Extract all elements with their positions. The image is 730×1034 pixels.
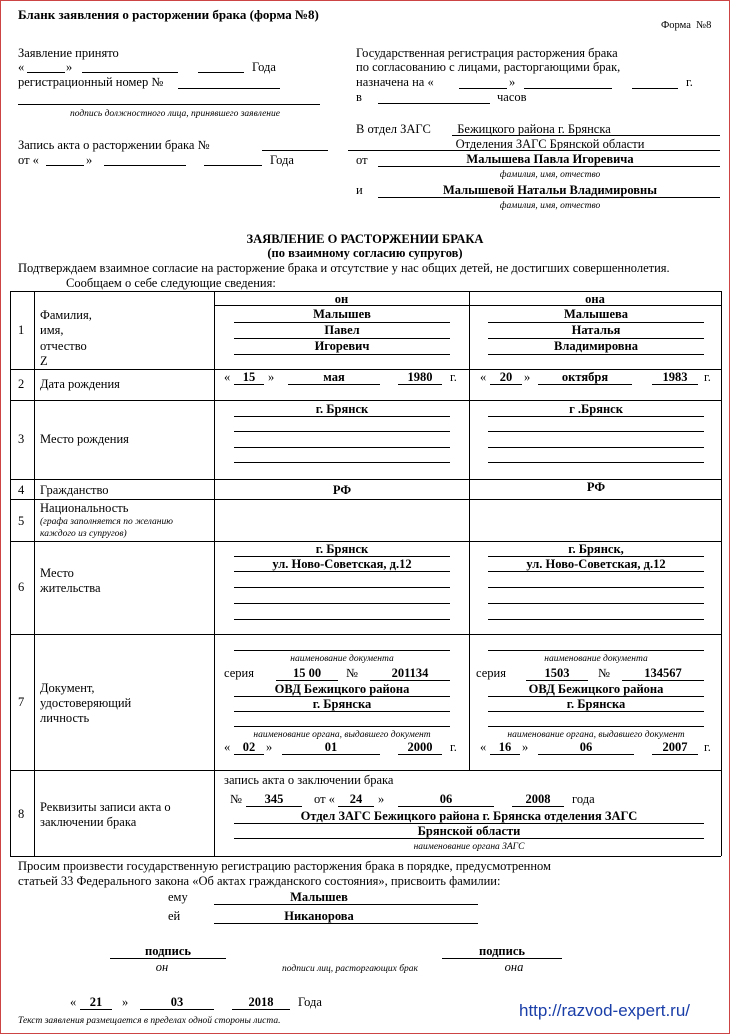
she-birth-year[interactable]: 1983 [662,370,688,384]
row1-label-3: отчество [40,339,87,353]
footer-month-rule [140,1009,214,1010]
he-issue-year-rule [398,754,442,755]
marriage-year-rule [512,806,564,807]
she-birth-open: « [480,370,487,384]
he-issuer-caption: наименование органа, выдавшего документ [253,730,431,740]
he-doc-number-rule [370,680,450,681]
act-record-label: Запись акта о расторжении брака № [18,138,210,152]
num-col-rule [34,291,35,856]
he-patronymic[interactable]: Игоревич [314,339,370,353]
marriage-day[interactable]: 24 [349,792,363,806]
her-surname[interactable]: Никанорова [284,909,354,923]
she-surname[interactable]: Малышева [563,307,629,321]
request-line-1: Просим произвести государственную регистрацию расторжения брака в порядке, предусмотренном [18,859,551,873]
footer-close-quote: » [122,995,129,1009]
col-she: она [585,292,605,306]
he-she-rule [469,291,470,770]
row-rule-7 [10,770,721,771]
footer-note: Текст заявления размещается в пределах одной стороны листа. [18,1016,281,1026]
to-office-label: В отдел ЗАГС [356,122,431,136]
she-birth-day-rule [490,384,522,385]
he-birth-place-rule-4 [234,462,450,463]
marriage-office-caption: наименование органа ЗАГС [413,842,525,852]
he-doc-caption: наименование документа [290,654,394,664]
she-signature-rule [442,958,562,959]
she-issue-yr: г. [704,740,711,754]
office-line-1[interactable]: Бежицкого района г. Брянска [457,122,611,136]
she-issue-year-rule [652,754,698,755]
she-birth-year-rule [652,384,698,385]
footer-day[interactable]: 21 [89,995,103,1009]
she-birth-day[interactable]: 20 [499,370,513,384]
he-issue-day-rule [234,754,264,755]
row6-num: 6 [18,580,25,594]
marriage-office-2[interactable]: Брянской области [417,824,521,838]
she-series-rule [526,680,588,681]
office-line-1-rule [452,135,720,136]
marriage-number[interactable]: 345 [264,792,284,806]
she-address-1[interactable]: г. Брянск, [568,542,624,556]
row6-label-2: жительства [40,581,101,595]
act-record-close-quote: » [86,153,93,167]
footer-day-rule [80,1009,112,1010]
she-address-rule-4 [488,603,704,604]
her-surname-rule [214,923,478,924]
accepted-date-close: » [66,60,73,74]
reg-year-line[interactable] [632,88,678,89]
he-birth-place-rule-2 [234,431,450,432]
she-issue-month[interactable]: 06 [579,740,593,754]
she-issuer-caption: наименование органа, выдавшего документ [507,730,685,740]
she-issue-year[interactable]: 2007 [662,740,688,754]
row-rule-4 [10,499,721,500]
he-birth-place-rule-1 [234,416,450,417]
official-signature-line[interactable] [18,104,320,105]
reg-time-line[interactable] [378,103,490,104]
row7-label-2: удостоверяющий [40,696,132,710]
row1-label-1: Фамилия, [40,308,92,322]
he-issue-close: » [266,740,273,754]
he-address-2[interactable]: ул. Ново-Советская, д.12 [272,557,412,571]
she-birth-place-rule-3 [488,447,704,448]
accepted-day-line[interactable] [27,72,65,73]
row1-label-4: Z [40,354,48,368]
act-record-year-word: Года [270,153,294,167]
and-label: и [356,183,363,197]
she-signature[interactable]: подпись [479,944,525,958]
statement-title: ЗАЯВЛЕНИЕ О РАСТОРЖЕНИИ БРАКА [246,232,484,246]
he-issue-month[interactable]: 01 [324,740,338,754]
accepted-label: Заявление принято [18,46,119,60]
he-name[interactable]: Павел [324,323,360,337]
she-birth-place-rule-1 [488,416,704,417]
she-issue-day-rule [490,754,520,755]
from-label: от [356,153,368,167]
reg-month-line[interactable] [524,88,612,89]
marriage-year-word: года [572,792,595,806]
she-issue-month-rule [538,754,634,755]
signatures-caption: подписи лиц, расторгающих брак [282,964,418,974]
she-issue-close: » [522,740,529,754]
he-issue-day[interactable]: 02 [242,740,256,754]
he-issuer-rule-2 [234,711,450,712]
she-doc-number[interactable]: 134567 [644,666,682,680]
reg-number-line[interactable] [178,88,280,89]
he-series-rule [276,680,338,681]
request-line-2: статьей 33 Федерального закона «Об актах гражданского состояния», присвоить фамилии: [18,874,501,888]
col-he: он [334,292,349,306]
row2-label: Дата рождения [40,377,120,391]
she-address-rule-2 [488,571,704,572]
reg-line-1: Государственная регистрация расторжения брака [356,46,618,60]
he-series-label: серия [224,666,254,680]
footer-open-quote: « [70,995,77,1009]
she-birth-month-rule [538,384,632,385]
he-issue-open: « [224,740,231,754]
she-address-rule-3 [488,587,704,588]
and-fio-caption: фамилия, имя, отчество [499,201,601,211]
marriage-month[interactable]: 06 [439,792,453,806]
he-birth-open: « [224,370,231,384]
row2-num: 2 [18,377,25,391]
and-person-rule [378,197,720,198]
row5-num: 5 [18,514,25,528]
she-issue-day[interactable]: 16 [498,740,512,754]
site-link[interactable]: http://razvod-expert.ru/ [519,1001,691,1020]
she-citizenship[interactable]: РФ [586,480,606,494]
table-left [10,291,11,856]
marriage-day-rule [338,806,374,807]
marriage-number-rule [246,806,302,807]
reg-line-2: по согласованию с лицами, расторгающими брак, [356,60,621,74]
reg-line-3: назначена на « [356,75,434,89]
he-series[interactable]: 15 00 [292,666,322,680]
marriage-year[interactable]: 2008 [525,792,551,806]
form-title: Бланк заявления о расторжении брака (форма №8) [18,7,319,22]
marriage-office-1[interactable]: Отдел ЗАГС Бежицкого района г. Брянска отделения ЗАГС [300,809,638,823]
she-birth-yr: г. [704,370,711,384]
she-birth-place-rule-4 [488,462,704,463]
accepted-year-line[interactable] [198,72,244,73]
he-address-rule-5 [234,619,450,620]
and-person[interactable]: Малышевой Натальи Владимировны [443,183,657,197]
accepted-date-open: « [18,60,25,74]
she-address-rule-5 [488,619,704,620]
row8-label-2: заключении брака [40,815,137,829]
she-doc-name-rule [488,650,704,651]
he-doc-name-rule [234,650,450,651]
she-birth-place[interactable]: г .Брянск [569,402,623,416]
him-label: ему [168,890,188,904]
he-doc-number[interactable]: 201134 [391,666,429,680]
she-issuer-2[interactable]: г. Брянска [566,697,626,711]
row5-note-1: (графа заполняется по желанию [40,517,173,527]
official-signature-caption: подпись должностного лица, принявшего заявление [70,109,280,119]
he-address-rule-3 [234,587,450,588]
marriage-office-rule-2 [234,838,704,839]
act-record-day-line[interactable] [46,165,84,166]
accepted-year-word: Года [252,60,276,74]
table-right [721,291,722,856]
she-series-label: серия [476,666,506,680]
from-person[interactable]: Малышева Павла Игоревича [466,152,634,166]
he-birth-day[interactable]: 15 [242,370,256,384]
she-series[interactable]: 1503 [544,666,570,680]
row7-label-3: личность [40,711,90,725]
row-rule-2 [10,400,721,401]
he-patronymic-rule [234,354,450,355]
he-citizenship[interactable]: РФ [332,483,352,497]
footer-year-rule [232,1009,290,1010]
he-issue-yr: г. [450,740,457,754]
he-address-rule-4 [234,603,450,604]
he-signature-rule [110,958,226,959]
row3-num: 3 [18,432,25,446]
he-no-label: № [346,666,358,680]
row8-num: 8 [18,807,25,821]
he-birth-year-rule [398,384,442,385]
row7-label-1: Документ, [40,681,95,695]
she-issue-open: « [480,740,487,754]
he-birth-place-rule-3 [234,447,450,448]
he-birth-month-rule [288,384,380,385]
reg-number-label: регистрационный номер № [18,75,164,89]
office-line-2-rule [348,150,720,151]
marriage-record-label: запись акта о заключении брака [224,773,394,787]
he-signature-caption: он [155,960,169,974]
she-birth-month[interactable]: октября [561,370,609,384]
she-issuer-rule-2 [488,711,704,712]
statement-report: Сообщаем о себе следующие сведения: [66,276,276,290]
he-issuer-1[interactable]: ОВД Бежицкого района [274,682,410,696]
row8-label-1: Реквизиты записи акта о [40,800,171,814]
marriage-close-quote: » [378,792,385,806]
she-issuer-1[interactable]: ОВД Бежицкого района [528,682,664,696]
accepted-month-line[interactable] [82,72,178,73]
he-birth-yr: г. [450,370,457,384]
statement-confirm: Подтверждаем взаимное согласие на расторжение брака и отсутствие у нас общих детей, не достигших совершеннолетия. [18,261,670,275]
act-record-year-line[interactable] [204,165,262,166]
form-label: Форма №8 [661,20,712,31]
she-birth-place-rule-2 [488,431,704,432]
he-birth-close: » [268,370,275,384]
act-record-month-line[interactable] [104,165,186,166]
he-birth-place[interactable]: г. Брянск [315,402,369,416]
act-record-number-line[interactable] [262,150,328,151]
he-issuer-rule-3 [234,726,450,727]
footer-month[interactable]: 03 [170,995,184,1009]
marriage-from-label: от « [314,792,335,806]
office-line-2[interactable]: Отделения ЗАГС Брянской области [455,137,645,151]
footer-year-word: Года [298,995,322,1009]
he-issue-month-rule [282,754,380,755]
he-signature[interactable]: подпись [145,944,191,958]
row1-num: 1 [18,323,25,337]
she-doc-caption: наименование документа [544,654,648,664]
he-birth-day-rule [234,384,264,385]
reg-close-quote: » [509,75,516,89]
row4-num: 4 [18,483,25,497]
she-birth-close: » [524,370,531,384]
from-fio-caption: фамилия, имя, отчество [499,170,601,180]
she-patronymic[interactable]: Владимировна [554,339,638,353]
row4-label: Гражданство [40,483,109,497]
he-birth-year[interactable]: 1980 [407,370,433,384]
he-birth-month[interactable]: мая [323,370,345,384]
reg-hours-label: часов [497,90,527,104]
she-address-2[interactable]: ул. Ново-Советская, д.12 [526,557,666,571]
row5-label: Национальность [40,501,129,515]
she-doc-number-rule [622,680,704,681]
she-issuer-rule-3 [488,726,704,727]
he-address-rule-2 [234,571,450,572]
he-address-1[interactable]: г. Брянск [315,542,369,556]
row6-label-1: Место [40,566,74,580]
him-surname[interactable]: Малышев [290,890,348,904]
row1-label-2: имя, [40,323,64,337]
from-person-rule [378,166,720,167]
she-patronymic-rule [488,354,704,355]
label-col-rule [214,291,215,856]
marriage-month-rule [398,806,494,807]
statement-subtitle: (по взаимному согласию супругов) [267,246,463,260]
footer-year[interactable]: 2018 [248,995,274,1009]
he-issue-year[interactable]: 2000 [407,740,433,754]
she-signature-caption: она [504,960,524,974]
row-rule-6 [10,634,721,635]
reg-year-abbr: г. [686,75,693,89]
him-surname-rule [214,904,478,905]
he-issuer-2[interactable]: г. Брянска [312,697,372,711]
her-label: ей [168,909,181,923]
he-surname[interactable]: Малышев [313,307,371,321]
marriage-no-label: № [230,792,242,806]
row5-note-2: каждого из супругов) [40,529,127,539]
row3-label: Место рождения [40,432,129,446]
reg-in-label: в [356,90,362,104]
table-bottom [10,856,721,857]
she-no-label: № [598,666,610,680]
she-name[interactable]: Наталья [571,323,621,337]
act-record-from: от « [18,153,39,167]
row7-num: 7 [18,695,25,709]
reg-day-line[interactable] [459,88,507,89]
